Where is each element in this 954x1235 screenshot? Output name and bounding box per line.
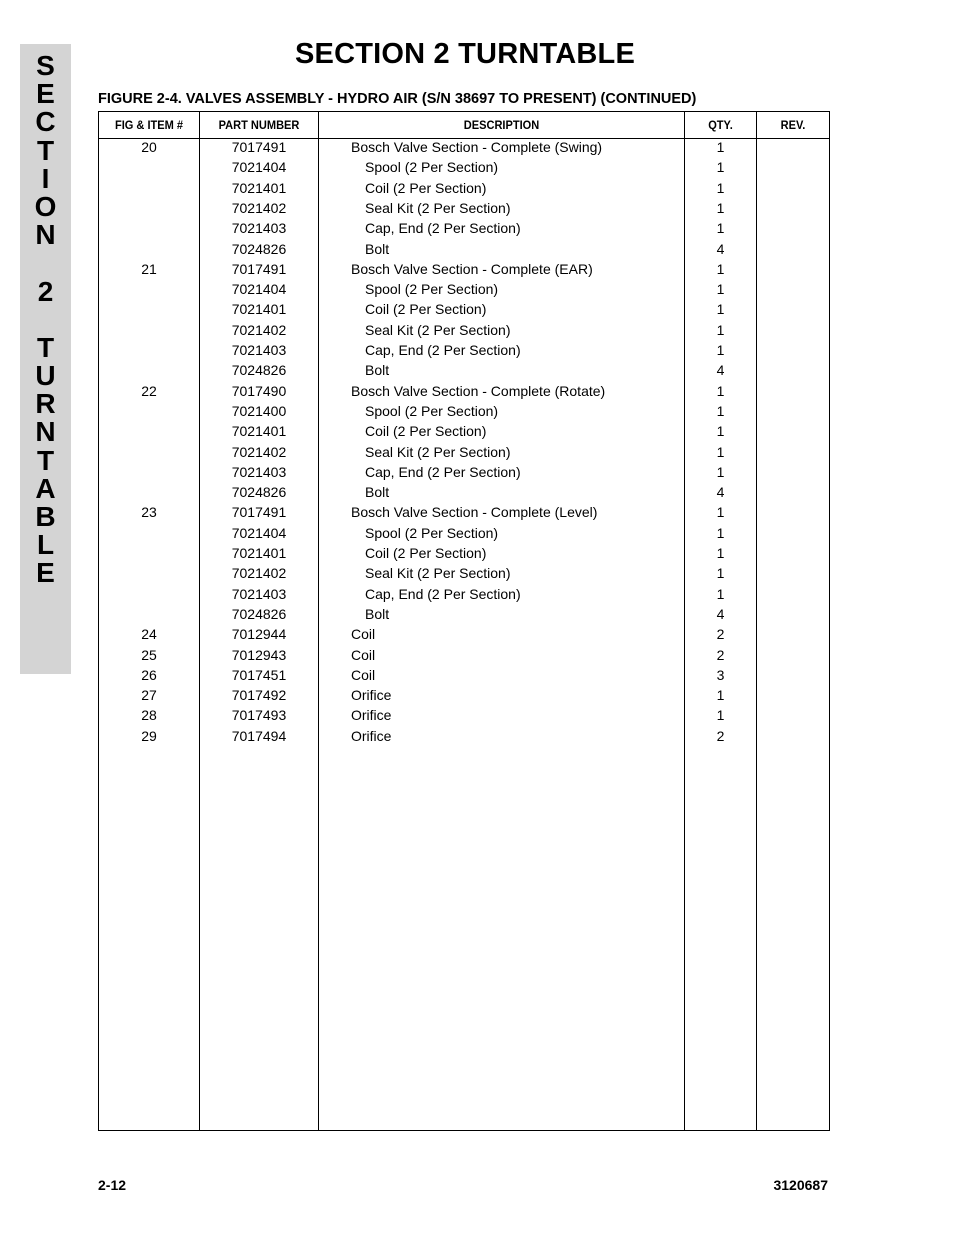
side-tab-letter: U <box>35 360 56 392</box>
part-number: 7021401 <box>231 179 287 196</box>
table-row <box>99 685 829 705</box>
item-number: 26 <box>141 666 157 683</box>
quantity: 1 <box>716 179 725 196</box>
part-number: 7021402 <box>231 565 287 582</box>
table-row <box>99 320 829 340</box>
table-row <box>99 482 829 502</box>
header-description: DESCRIPTION <box>463 118 540 132</box>
quantity: 1 <box>716 443 725 460</box>
quantity: 1 <box>716 463 725 480</box>
table-row <box>99 665 829 685</box>
quantity: 1 <box>716 139 725 155</box>
description: Spool (2 Per Section) <box>365 159 499 176</box>
quantity: 4 <box>716 240 725 257</box>
table-row <box>99 462 829 482</box>
description: Cap, End (2 Per Section) <box>365 220 521 237</box>
document-number: 3120687 <box>773 1177 828 1193</box>
item-number: 27 <box>141 687 157 704</box>
item-number: 21 <box>141 260 157 277</box>
quantity: 1 <box>716 301 725 318</box>
description: Seal Kit (2 Per Section) <box>365 321 511 338</box>
table-row <box>99 218 829 238</box>
part-number: 7021404 <box>231 524 287 541</box>
description: Spool (2 Per Section) <box>365 281 499 298</box>
quantity: 4 <box>716 484 725 501</box>
description: Seal Kit (2 Per Section) <box>365 443 511 460</box>
table-row <box>99 442 829 462</box>
part-number: 7021403 <box>231 342 287 358</box>
description: Spool (2 Per Section) <box>365 524 499 541</box>
header-rev: REV. <box>780 118 806 132</box>
description: Bolt <box>365 240 390 257</box>
table-row <box>99 705 829 725</box>
quantity: 1 <box>716 524 725 541</box>
side-tab-letter: C <box>35 106 56 138</box>
quantity: 1 <box>716 585 725 602</box>
side-tab-letter: O <box>34 190 57 222</box>
part-number: 7021400 <box>231 402 287 419</box>
table-row <box>99 279 829 299</box>
description: Bolt <box>365 362 390 379</box>
table-row <box>99 421 829 441</box>
part-number: 7021404 <box>231 281 287 298</box>
description: Bolt <box>365 484 390 501</box>
description: Coil <box>351 626 376 643</box>
part-number: 7024826 <box>231 605 287 622</box>
quantity: 1 <box>716 342 725 358</box>
quantity: 1 <box>716 220 725 237</box>
table-row <box>99 360 829 380</box>
table-row <box>99 726 829 746</box>
quantity: 1 <box>716 504 725 521</box>
quantity: 1 <box>716 545 725 561</box>
table-row <box>99 624 829 644</box>
quantity: 1 <box>716 565 725 582</box>
item-number: 22 <box>141 382 157 399</box>
table-row <box>99 239 829 259</box>
description: Cap, End (2 Per Section) <box>365 463 521 480</box>
quantity: 1 <box>716 402 725 419</box>
description: Bosch Valve Section - Complete (Swing) <box>351 139 603 155</box>
quantity: 4 <box>716 362 725 379</box>
part-number: 7024826 <box>231 362 287 379</box>
item-number: 28 <box>141 707 157 724</box>
description: Bosch Valve Section - Complete (EAR) <box>351 260 593 277</box>
part-number: 7021401 <box>231 545 287 561</box>
item-number: 29 <box>141 727 157 744</box>
figure-title: FIGURE 2-4. VALVES ASSEMBLY - HYDRO AIR (S/N 38697 TO PRESENT) (CONTINUED) <box>98 91 697 107</box>
table-row <box>99 137 829 157</box>
table-row <box>99 299 829 319</box>
table-row <box>99 198 829 218</box>
table-row <box>99 401 829 421</box>
table-row <box>99 502 829 522</box>
table-row <box>99 604 829 624</box>
header-part-number: PART NUMBER <box>218 118 300 132</box>
description: Coil (2 Per Section) <box>365 179 487 196</box>
side-tab-letter: T <box>36 331 55 363</box>
description: Orifice <box>351 727 392 744</box>
description: Bolt <box>365 605 390 622</box>
quantity: 3 <box>716 666 725 683</box>
quantity: 2 <box>716 646 725 663</box>
quantity: 2 <box>716 626 725 643</box>
table-header-row <box>99 112 829 139</box>
side-tab-letter: N <box>35 219 56 251</box>
part-number: 7021403 <box>231 585 287 602</box>
quantity: 2 <box>716 727 725 744</box>
side-tab-letter: R <box>35 388 56 420</box>
header-qty: QTY. <box>708 118 733 132</box>
side-tab-letter: L <box>36 529 55 561</box>
description: Orifice <box>351 687 392 704</box>
part-number: 7024826 <box>231 484 287 501</box>
side-tab-letter: T <box>36 134 55 166</box>
quantity: 1 <box>716 260 725 277</box>
description: Bosch Valve Section - Complete (Level) <box>351 504 598 521</box>
table-row <box>99 381 829 401</box>
quantity: 1 <box>716 382 725 399</box>
part-number: 7024826 <box>231 240 287 257</box>
side-tab-letter: S <box>36 50 55 81</box>
part-number: 7017490 <box>231 382 287 399</box>
description: Cap, End (2 Per Section) <box>365 585 521 602</box>
quantity: 1 <box>716 199 725 216</box>
quantity: 1 <box>716 687 725 704</box>
quantity: 4 <box>716 605 725 622</box>
part-number: 7017492 <box>231 687 287 704</box>
item-number: 25 <box>141 646 157 663</box>
side-tab-letter: T <box>36 444 55 476</box>
description: Bosch Valve Section - Complete (Rotate) <box>351 382 606 399</box>
side-tab-letters <box>20 52 71 588</box>
part-number: 7017493 <box>231 707 287 724</box>
description: Coil (2 Per Section) <box>365 301 487 318</box>
section-side-tab <box>20 44 71 674</box>
side-tab-letter: 2 <box>37 275 54 307</box>
part-number: 7021402 <box>231 199 287 216</box>
part-number: 7017491 <box>231 504 287 521</box>
item-number: 23 <box>141 504 157 521</box>
table-row <box>99 157 829 177</box>
header-item: FIG & ITEM # <box>114 118 184 132</box>
part-number: 7017451 <box>231 666 287 683</box>
part-number: 7021401 <box>231 301 287 318</box>
side-tab-letter: I <box>41 162 50 194</box>
description: Seal Kit (2 Per Section) <box>365 565 511 582</box>
description: Coil <box>351 666 376 683</box>
table-row <box>99 259 829 279</box>
description: Seal Kit (2 Per Section) <box>365 199 511 216</box>
description: Orifice <box>351 707 392 724</box>
part-number: 7017491 <box>231 139 287 155</box>
side-tab-letter: E <box>36 557 55 589</box>
table-row <box>99 645 829 665</box>
part-number: 7021401 <box>231 423 287 440</box>
section-title: SECTION 2 TURNTABLE <box>295 38 635 70</box>
quantity: 1 <box>716 281 725 298</box>
quantity: 1 <box>716 159 725 176</box>
description: Coil (2 Per Section) <box>365 423 487 440</box>
table-row <box>99 543 829 563</box>
parts-table <box>98 111 830 1131</box>
side-tab-letter: E <box>36 78 55 110</box>
part-number: 7012943 <box>231 646 287 663</box>
quantity: 1 <box>716 423 725 440</box>
part-number: 7021402 <box>231 321 287 338</box>
table-row <box>99 340 829 360</box>
table-row <box>99 178 829 198</box>
description: Spool (2 Per Section) <box>365 402 499 419</box>
part-number: 7021402 <box>231 443 287 460</box>
description: Cap, End (2 Per Section) <box>365 342 521 358</box>
side-tab-letter: N <box>35 416 56 448</box>
side-tab-letter: A <box>35 472 56 504</box>
side-tab-letter: B <box>35 501 56 532</box>
part-number: 7021403 <box>231 220 287 237</box>
quantity: 1 <box>716 707 725 724</box>
table-row <box>99 584 829 604</box>
description: Coil (2 Per Section) <box>365 545 487 561</box>
item-number: 24 <box>141 626 157 643</box>
part-number: 7021404 <box>231 159 287 176</box>
item-number: 20 <box>141 139 157 155</box>
table-row <box>99 523 829 543</box>
part-number: 7021403 <box>231 463 287 480</box>
table-row <box>99 563 829 583</box>
description: Coil <box>351 646 376 663</box>
part-number: 7012944 <box>231 626 287 643</box>
page-number: 2-12 <box>98 1177 127 1193</box>
part-number: 7017494 <box>231 727 287 744</box>
part-number: 7017491 <box>231 260 287 277</box>
quantity: 1 <box>716 321 725 338</box>
